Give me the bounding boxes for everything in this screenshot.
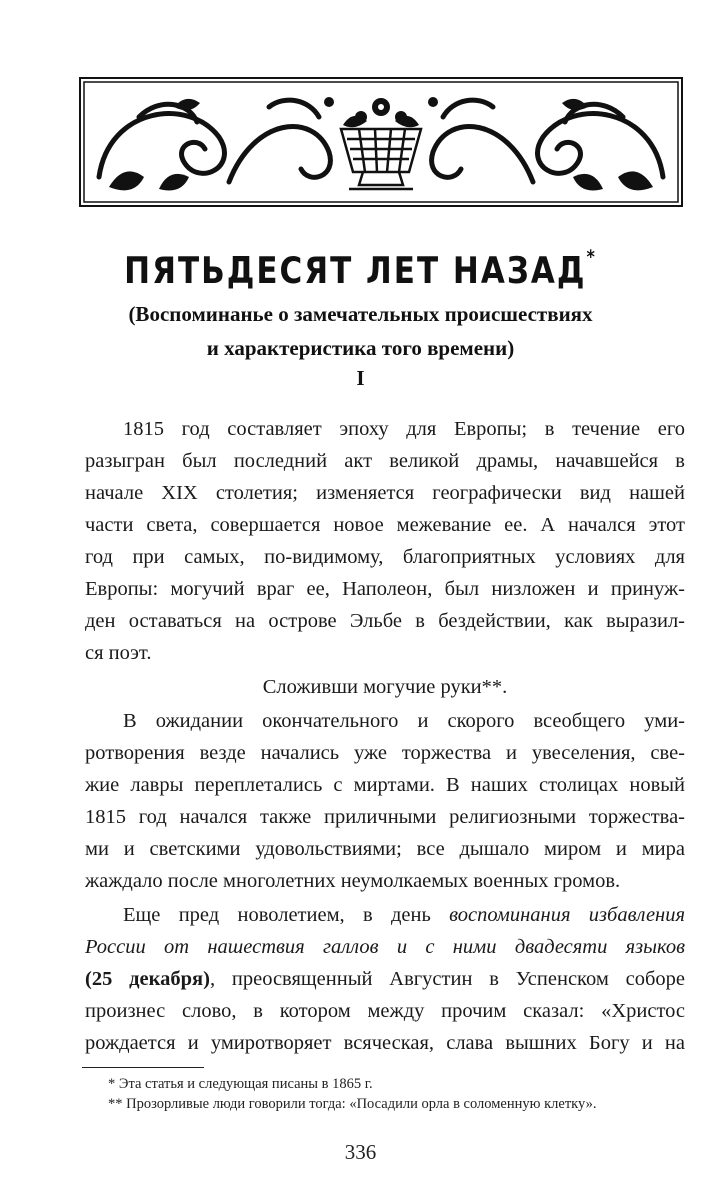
text-italic-segment: воспоминания избавления [449,904,685,926]
text-line: рождается и умиротворяет всяческая, слава вышних Богу и на [85,1032,685,1054]
text-line: ротворения везде начались уже торжества и увеселения, све- [85,742,685,764]
text-line: В ожидании окончательного и скорого всеобщего уми- [123,710,685,732]
article-subtitle-line-1: (Воспоминанье о замечательных происшествиях [128,302,593,326]
footnote-divider [82,1067,204,1068]
text-line: ся поэт. [85,642,152,664]
headpiece-ornament [79,77,683,207]
text-line: разыгран был последний акт великой драмы, начавшейся в [85,450,685,472]
article-subtitle-line-2: и характеристика того времени) [206,336,515,360]
text-bold-segment: (25 декабря) [85,968,210,990]
text-line: жаждало после многолетних неумолкаемых военных громов. [85,870,621,892]
article-title [0,245,721,293]
text-line: Европы: могучий враг ее, Наполеон, был низложен и принуж- [85,578,685,600]
text-line: начале XIX столетия; изменяется географически вид нашей [85,482,685,504]
text-line: жие лавры переплетались с миртами. В наших столицах новый [85,774,685,796]
title-footnote-mark: * [586,245,597,268]
text-line: ми и светскими удовольствиями; все дышало миром и мира [85,838,685,860]
text-line: 1815 год составляет эпоху для Европы; в течение его [123,418,685,440]
article-title-text: ПЯТЬДЕСЯТ ЛЕТ НАЗАД [124,250,587,293]
poem-quote: Сложивши могучие руки**. [262,676,508,698]
footnote: * Эта статья и следующая писаны в 1865 г. [108,1076,373,1092]
text-line: ден оставаться на острове Эльбе в бездействии, как выразил- [85,610,685,632]
text-line: произнес слово, в котором между прочим сказал: «Христос [85,1000,685,1022]
text-segment: Еще пред новолетием, в день [123,904,450,926]
text-line [85,904,685,932]
page-number: 336 [344,1140,377,1164]
chapter-number: I [356,366,365,390]
text-line: части света, совершается новое межевание ее. А начался этот [85,514,685,536]
text-line: год при самых, по-видимому, благоприятных условиях для [85,546,685,568]
text-line [85,968,685,996]
text-italic-segment: России от нашествия галлов и с ними двадесяти языков [85,936,685,958]
basket-of-flowers-ornament [79,77,683,207]
text-line: 1815 год начался также приличными религиозными торжества- [85,806,685,828]
text-line [85,936,685,964]
footnote: ** Прозорливые люди говорили тогда: «Посадили орла в соломенную клетку». [108,1096,597,1112]
text-segment: , преосвященный Августин в Успенском соборе [209,968,685,990]
